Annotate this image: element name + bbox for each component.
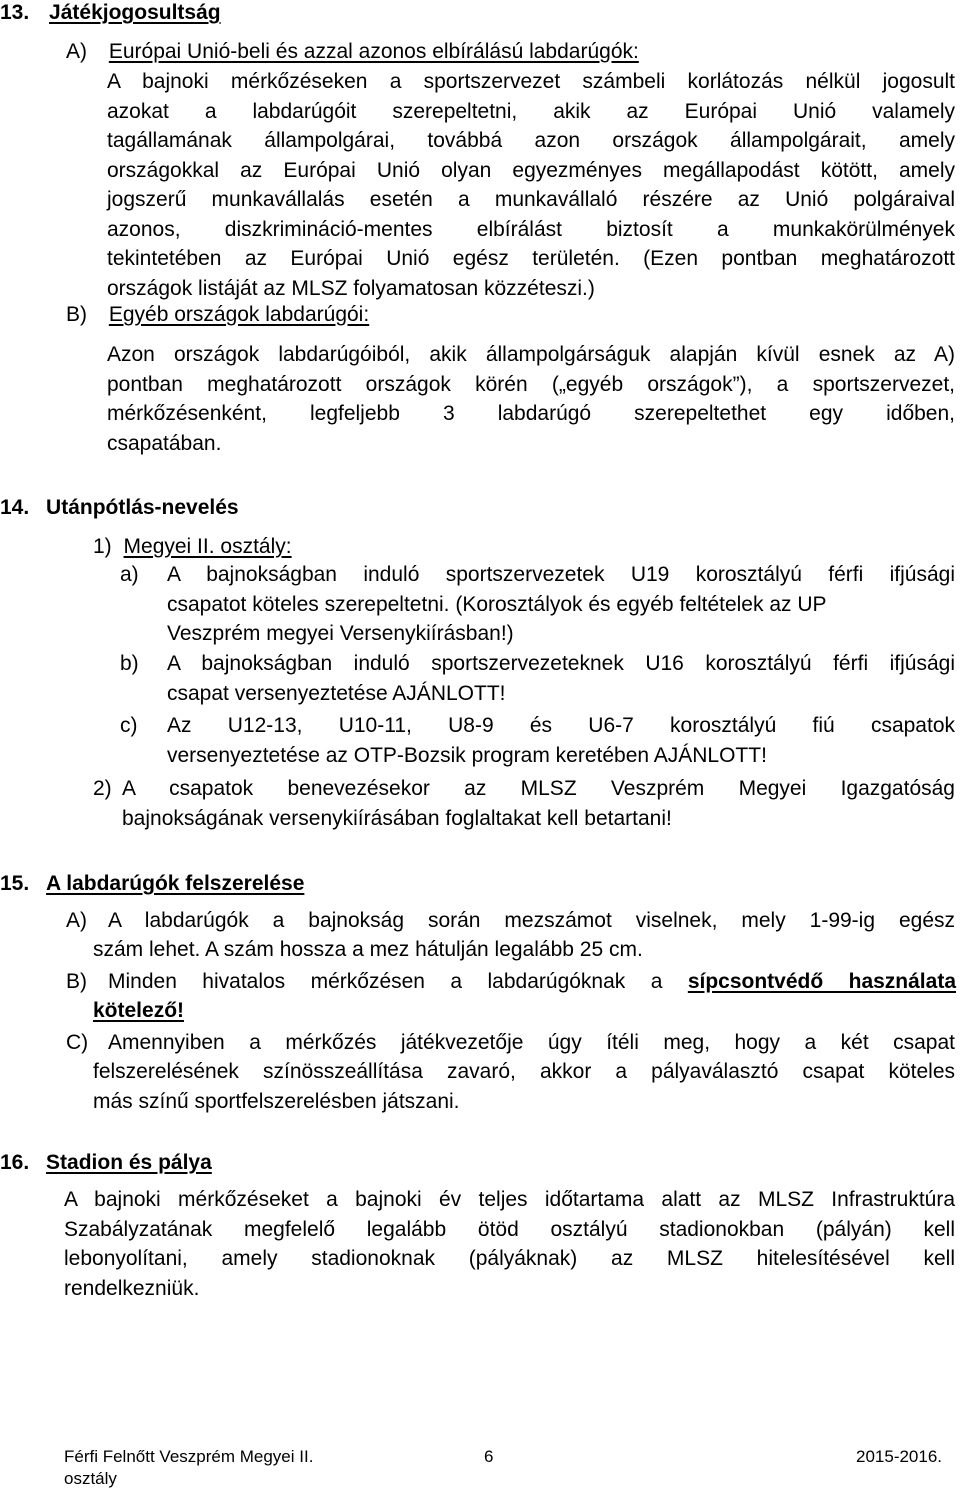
page-number: 6 (484, 1447, 494, 1466)
section-15-b-label: B) (66, 970, 87, 993)
section-13-a-heading (66, 37, 639, 67)
section-16-heading (0, 1150, 212, 1176)
section-15-c-continuation (93, 1057, 955, 1116)
paragraph-line: A bajnokságban induló sportszervezetek U19 korosztályú férfi ifjúsági (167, 563, 955, 586)
paragraph-line: bajnokságának versenykiírásában foglaltakat kell betartani! (122, 806, 672, 830)
section-16-paragraph (64, 1185, 955, 1303)
paragraph-line: lebonyolítani, amely stadionoknak (pályáknak) az MLSZ hitelesítésével kell (64, 1247, 955, 1270)
section-15-b-continuation (93, 996, 184, 1026)
paragraph-line: országokkal az Európai Unió olyan egyezményes megállapodást kötött, amely (107, 158, 955, 182)
section-13-number: 13. (0, 1, 30, 24)
section-16-title: Stadion és pálya (46, 1151, 212, 1174)
section-13-b-label: B) (66, 303, 87, 326)
section-14-title: Utánpótlás-nevelés (46, 496, 239, 519)
paragraph-line: Amennyiben a mérkőzés játékvezetője úgy ítéli meg, hogy a két csapat (108, 1031, 955, 1054)
section-15-c-label: C) (66, 1031, 89, 1054)
section-15-number: 15. (0, 872, 30, 895)
paragraph-line: pontban meghatározott országok körén („egyéb országok”), a sportszervezet, (107, 372, 955, 396)
section-15-heading (0, 871, 304, 897)
paragraph-line: tagállamának állampolgárai, továbbá azon országok állampolgárait, amely (107, 129, 955, 152)
b-plain-text: Minden hivatalos mérkőzésen a labdarúgóknak a (108, 970, 663, 993)
paragraph-line: versenyeztetése az OTP-Bozsik program keretében AJÁNLOTT! (167, 743, 767, 767)
section-13-heading (0, 0, 221, 26)
section-15-b-paragraph (108, 967, 956, 997)
section-15-a-continuation (93, 935, 643, 965)
paragraph-line (108, 967, 956, 997)
section-13-title: Játékjogosultság (49, 1, 221, 24)
paragraph-line: országok listáját az MLSZ folyamatosan közzéteszi.) (107, 276, 595, 300)
section-13-a-label: A) (66, 40, 87, 63)
item-label-c: c) (120, 714, 138, 737)
paragraph-line: A bajnoki mérkőzéseken a sportszervezet számbeli korlátozás nélkül jogosult (107, 70, 955, 93)
section-16-number: 16. (0, 1151, 30, 1174)
paragraph-line: A csapatok benevezésekor az MLSZ Veszprém Megyei Igazgatóság (122, 777, 955, 800)
paragraph-line: más színű sportfelszerelésben játszani. (93, 1089, 460, 1113)
footer-left (64, 1446, 313, 1490)
item-label-b: b) (120, 652, 139, 675)
section-14-item-b (167, 649, 955, 708)
paragraph-line: azonos, diszkrimináció-mentes elbírálást biztosít a munkakörülmények (107, 217, 955, 241)
paragraph-line: tekintetében az Európai Unió egész területén. (Ezen pontban meghatározott (107, 247, 955, 270)
section-13-a-paragraph (107, 67, 955, 303)
footer-title-line2: osztály (64, 1469, 117, 1488)
paragraph-line: A bajnoki mérkőzéseket a bajnoki év teljes időtartama alatt az MLSZ Infrastruktúra (64, 1188, 955, 1211)
paragraph-line: csapatában. (107, 431, 222, 455)
section-15-c-paragraph (108, 1028, 955, 1058)
paragraph-line: csapat versenyeztetése AJÁNLOTT! (167, 681, 506, 705)
section-13-a-title: Európai Unió-beli és azzal azonos elbírálású labdarúgók: (108, 40, 639, 63)
section-13-b-title: Egyéb országok labdarúgói: (108, 303, 370, 326)
paragraph-line: Azon országok labdarúgóiból, akik állampolgárságuk alapján kívül esnek az A) (107, 343, 955, 366)
paragraph-line: jogszerű munkavállalás esetén a munkavállaló részére az Unió polgáraival (107, 188, 955, 211)
paragraph-line: Veszprém megyei Versenykiírásban!) (167, 622, 514, 645)
section-14-item-c (167, 711, 955, 770)
paragraph-line: A labdarúgók a bajnokság során mezszámot viselnek, mely 1-99-ig egész (108, 909, 955, 932)
section-14-1-title: Megyei II. osztály: (123, 535, 292, 558)
section-14-1-heading (93, 532, 292, 562)
section-13-b-heading (66, 300, 369, 330)
footer-title-line1: Férfi Felnőtt Veszprém Megyei II. (64, 1447, 314, 1466)
mandatory-emphasis: kötelező! (93, 999, 185, 1022)
section-14-1-label: 1) (93, 535, 112, 558)
paragraph-line: felszerelésének színösszeállítása zavaró, akkor a pályaválasztó csapat köteles (93, 1060, 955, 1083)
section-14-2-label: 2) (93, 777, 112, 800)
section-15-a-paragraph (108, 906, 955, 936)
paragraph-line: Az U12-13, U10-11, U8-9 és U6-7 korosztályú fiú csapatok (167, 714, 955, 737)
paragraph-line: csapatot köteles szerepeltetni. (Korosztályok és egyéb feltételek az UP (167, 592, 827, 616)
section-15-title: A labdarúgók felszerelése (46, 872, 305, 895)
paragraph-line: azokat a labdarúgóit szerepeltetni, akik az Európai Unió valamely (107, 99, 955, 123)
footer-season: 2015-2016. (856, 1447, 943, 1466)
item-label-a: a) (120, 563, 139, 586)
paragraph-line: mérkőzésenként, legfeljebb 3 labdarúgó szerepeltethet egy időben, (107, 402, 955, 425)
section-14-2-paragraph (122, 774, 955, 833)
section-13-b-paragraph (107, 340, 955, 458)
section-14-heading (0, 495, 239, 521)
paragraph-line: Szabályzatának megfelelő legalább ötöd osztályú stadionokban (pályán) kell (64, 1217, 955, 1241)
section-14-item-a (167, 560, 955, 649)
section-14-number: 14. (0, 496, 30, 519)
paragraph-line: rendelkezniük. (64, 1276, 200, 1300)
section-15-a-label: A) (66, 909, 87, 932)
shin-guard-emphasis: sípcsontvédő használata (687, 970, 956, 993)
paragraph-line: A bajnokságban induló sportszervezeteknek U16 korosztályú férfi ifjúsági (167, 652, 955, 675)
paragraph-line: szám lehet. A szám hossza a mez hátulján legalább 25 cm. (93, 938, 643, 961)
